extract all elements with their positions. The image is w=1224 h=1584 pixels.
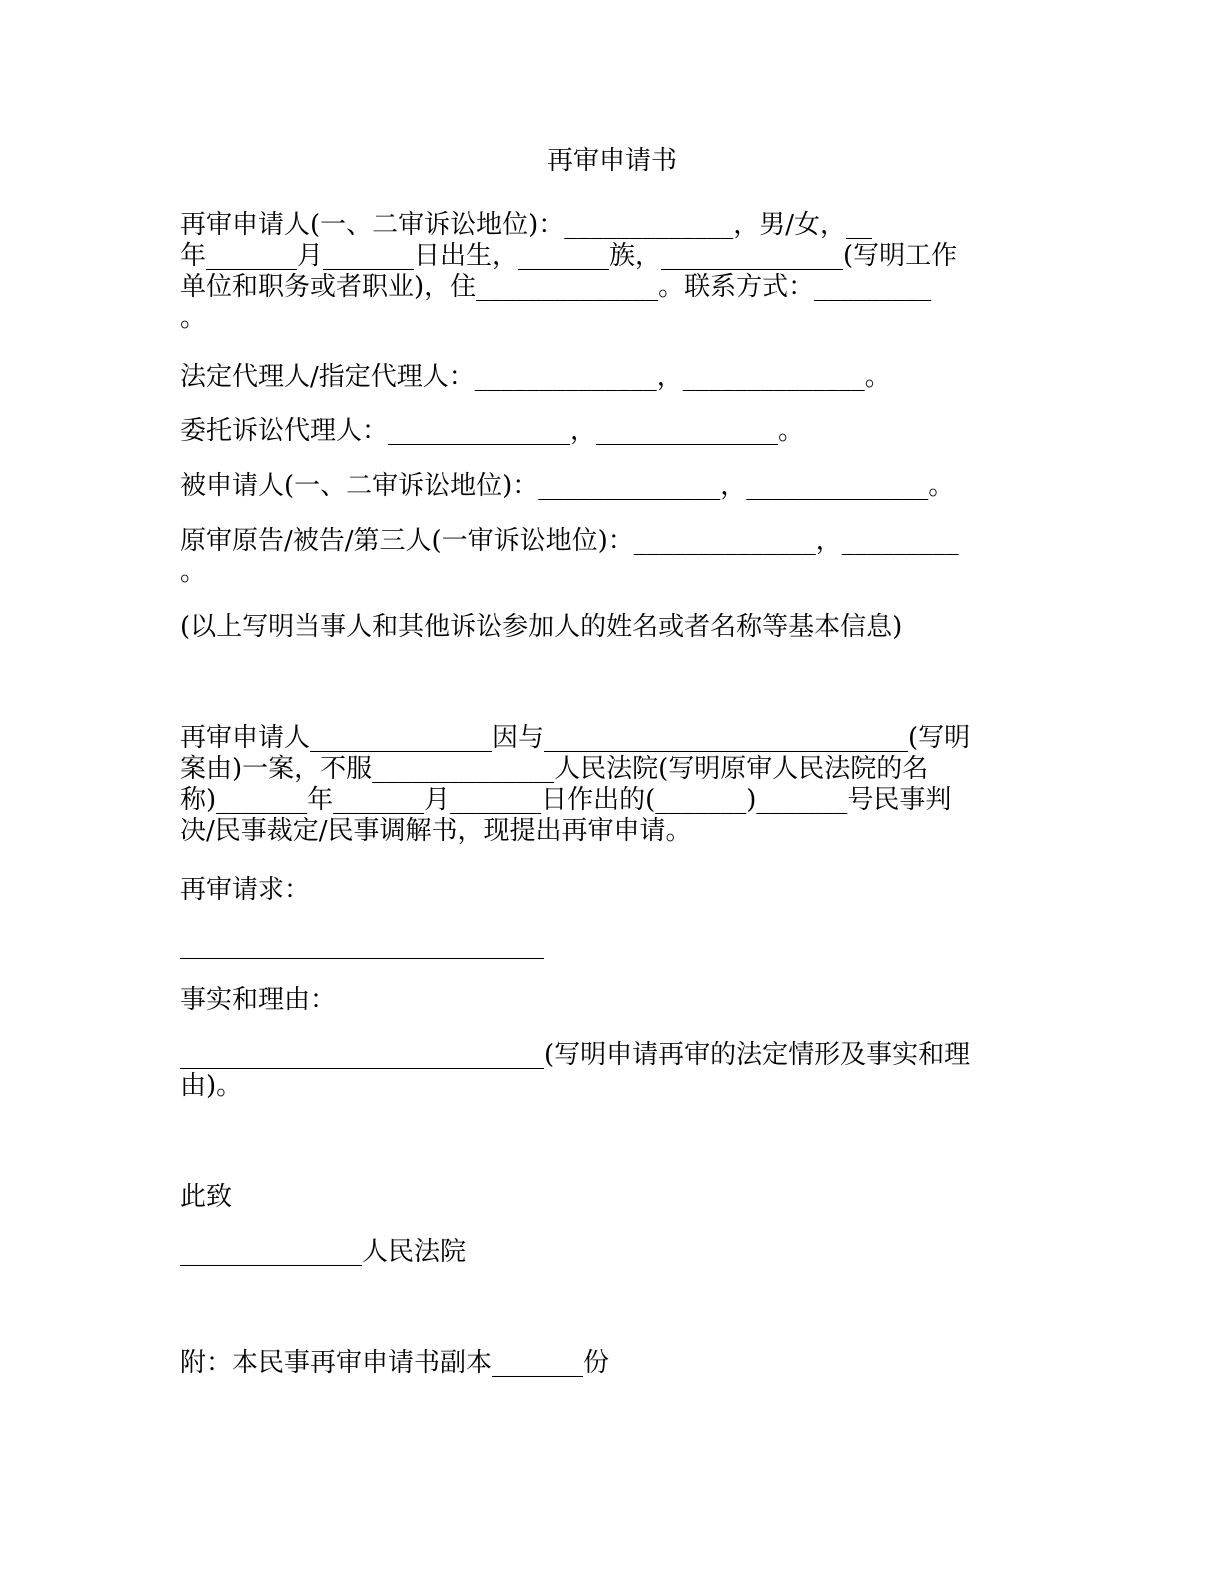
applicant-line: 。 xyxy=(180,303,207,333)
facts-heading: 事实和理由： xyxy=(180,985,337,1015)
statement-line: 称)_______年_______月_______日作出的(_______)_______号民事判 xyxy=(180,785,952,815)
party-info-note: (以上写明当事人和其他诉讼参加人的姓名或者名称等基本信息) xyxy=(180,612,903,642)
statement-section xyxy=(180,723,1030,847)
facts-line: 由)。 xyxy=(180,1071,243,1101)
applicant-line: 再审申请人(一、二审诉讼地位)：_____________，男/女，__ xyxy=(180,210,873,240)
request-heading: 再审请求： xyxy=(180,875,311,905)
attachment-line: 附：本民事再审申请书副本_______份 xyxy=(180,1348,610,1378)
legal-agent-line: 法定代理人/指定代理人：______________，______________。 xyxy=(180,362,891,392)
original-party-section xyxy=(180,526,1030,588)
statement-line: 决/民事裁定/民事调解书，现提出再审申请。 xyxy=(180,816,692,846)
facts-section xyxy=(180,1040,1030,1102)
original-party-line: 。 xyxy=(180,557,207,587)
statement-line: 再审申请人______________因与____________________________(写明 xyxy=(180,723,971,753)
document-title: 再审申请书 xyxy=(546,146,677,176)
original-party-line: 原审原告/被告/第三人(一审诉讼地位)：______________，_________ xyxy=(180,526,959,556)
applicant-line: 单位和职务或者职业)，住______________。联系方式：_________ xyxy=(180,272,932,302)
statement-line: 案由)一案，不服______________人民法院(写明原审人民法院的名 xyxy=(180,754,929,784)
court-line: ______________人民法院 xyxy=(180,1237,467,1267)
request-blank: ____________________________ xyxy=(180,930,544,960)
applicant-line: 年_______月_______日出生，_______族，______________(写明工作 xyxy=(180,241,958,271)
respondent-line: 被申请人(一、二审诉讼地位)：______________，______________。 xyxy=(180,471,955,501)
applicant-section xyxy=(180,210,1030,334)
facts-line: ____________________________(写明申请再审的法定情形及事实和理 xyxy=(180,1040,971,1070)
entrusted-agent-line: 委托诉讼代理人：______________，______________。 xyxy=(180,416,805,446)
salutation: 此致 xyxy=(180,1182,233,1212)
